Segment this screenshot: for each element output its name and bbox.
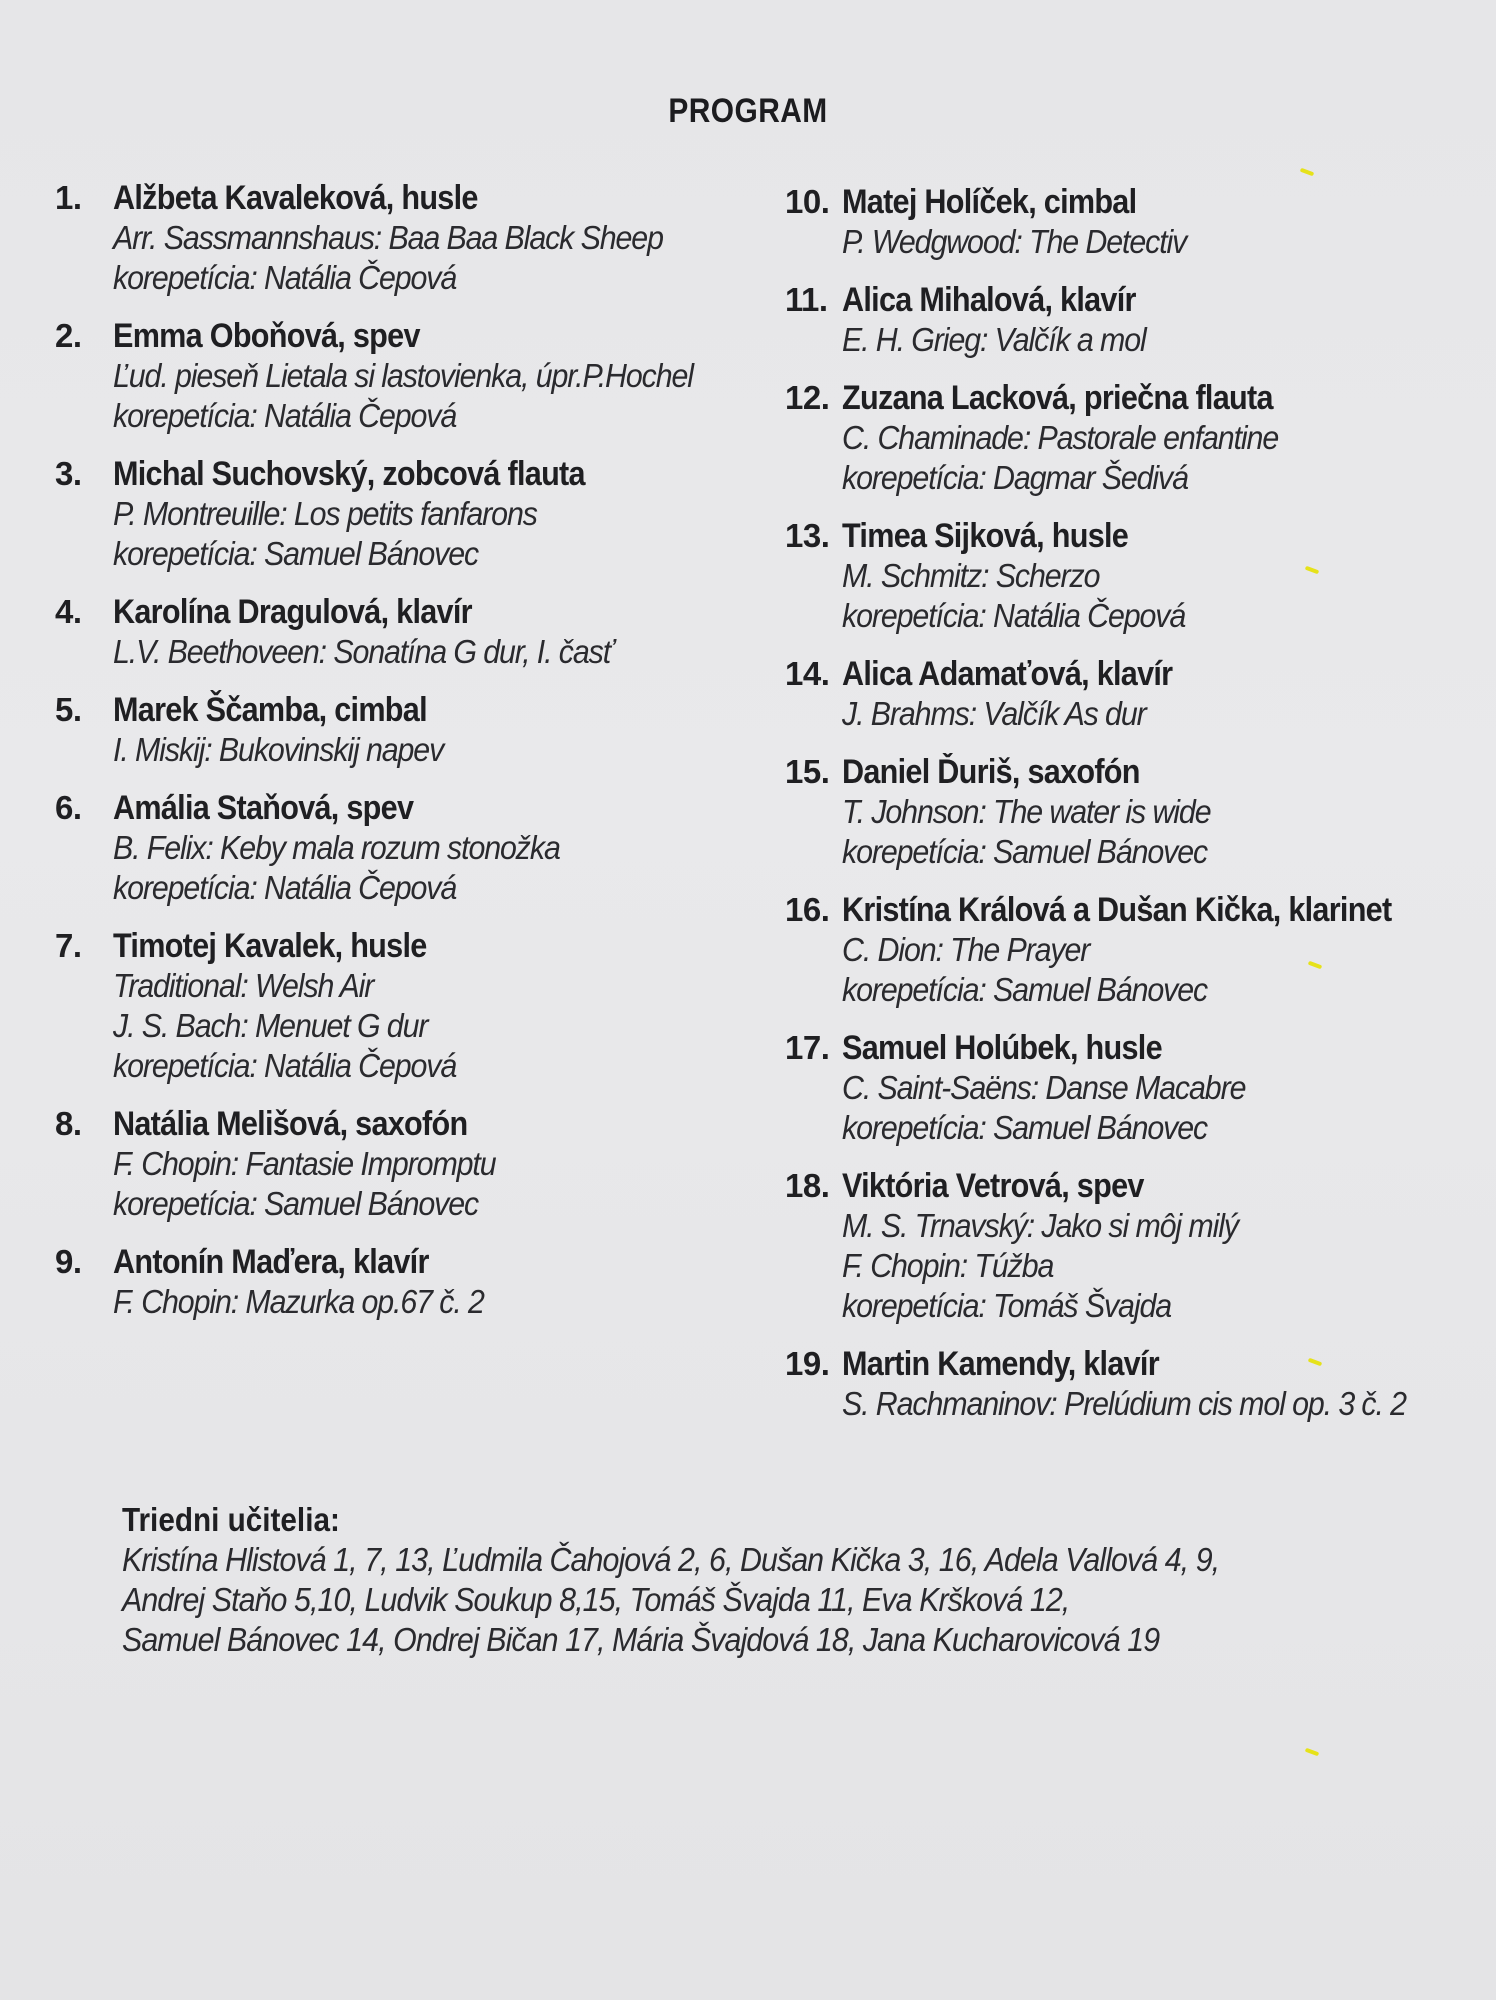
piece-or-accompanist-line: Arr. Sassmannshaus: Baa Baa Black Sheep: [113, 219, 663, 256]
piece-or-accompanist-line: korepetícia: Samuel Bánovec: [113, 1185, 479, 1222]
piece-or-accompanist-line: E. H. Grieg: Valčík a mol: [842, 321, 1146, 358]
piece-or-accompanist-line: M. Schmitz: Scherzo: [842, 557, 1100, 594]
piece-or-accompanist-line: F. Chopin: Túžba: [842, 1247, 1054, 1284]
entry-heading: [785, 654, 1485, 694]
program-list-left: [55, 178, 775, 1340]
piece-or-accompanist-line: L.V. Beethoveen: Sonatína G dur, I. časť: [113, 633, 613, 670]
program-entry: [55, 926, 775, 1086]
piece-or-accompanist-line: I. Miskij: Bukovinskij napev: [113, 731, 444, 768]
teachers-line: Kristína Hlistová 1, 7, 13, Ľudmila Čahojová 2, 6, Dušan Kička 3, 16, Adela Vallová 4, 9,: [122, 1541, 1220, 1578]
piece-or-accompanist-line: P. Wedgwood: The Detectiv: [842, 223, 1187, 260]
entry-number: 1.: [55, 179, 82, 216]
performer-name: Matej Holíček, cimbal: [842, 183, 1137, 221]
entry-number: 7.: [55, 927, 82, 964]
program-entry: [785, 1028, 1485, 1148]
entry-number: 5.: [55, 691, 82, 728]
entry-heading: [785, 182, 1485, 222]
program-entry: [55, 1242, 775, 1322]
piece-or-accompanist-line: B. Felix: Keby mala rozum stonožka: [113, 829, 560, 866]
page-title: PROGRAM: [668, 92, 828, 130]
entry-heading: [785, 378, 1485, 418]
program-entry: [785, 654, 1485, 734]
performer-name: Kristína Králová a Dušan Kička, klarinet: [842, 891, 1392, 929]
piece-or-accompanist-line: korepetícia: Dagmar Šedivá: [842, 459, 1188, 496]
performer-name: Marek Ščamba, cimbal: [113, 691, 427, 729]
performer-name: Alica Mihalová, klavír: [842, 281, 1136, 319]
entry-number: 4.: [55, 593, 82, 630]
piece-or-accompanist-line: C. Dion: The Prayer: [842, 931, 1090, 968]
entry-number: 18.: [785, 1167, 830, 1204]
entry-heading: [785, 890, 1485, 930]
entry-heading: [55, 1104, 775, 1144]
teachers-section: [122, 1500, 1422, 1660]
entry-heading: [55, 690, 775, 730]
performer-name: Emma Oboňová, spev: [113, 317, 420, 355]
program-entry: [785, 378, 1485, 498]
entry-heading: [785, 1166, 1485, 1206]
program-entry: [55, 454, 775, 574]
highlighter-mark: [1305, 1748, 1320, 1757]
entry-heading: [785, 516, 1485, 556]
entry-number: 15.: [785, 753, 830, 790]
entry-number: 13.: [785, 517, 830, 554]
entry-number: 3.: [55, 455, 82, 492]
piece-or-accompanist-line: korepetícia: Natália Čepová: [113, 397, 457, 434]
performer-name: Timotej Kavalek, husle: [113, 927, 427, 965]
piece-or-accompanist-line: C. Saint-Saëns: Danse Macabre: [842, 1069, 1246, 1106]
entry-number: 2.: [55, 317, 82, 354]
entry-heading: [55, 454, 775, 494]
entry-number: 19.: [785, 1345, 830, 1382]
performer-name: Michal Suchovský, zobcová flauta: [113, 455, 585, 493]
program-entry: [785, 1166, 1485, 1326]
entry-heading: [55, 178, 775, 218]
piece-or-accompanist-line: korepetícia: Samuel Bánovec: [113, 535, 479, 572]
piece-or-accompanist-line: S. Rachmaninov: Prelúdium cis mol op. 3 č. 2: [842, 1385, 1406, 1422]
piece-or-accompanist-line: Ľud. pieseň Lietala si lastovienka, úpr.P.Hochel: [113, 357, 693, 394]
highlighter-mark: [1300, 168, 1315, 177]
entry-number: 8.: [55, 1105, 82, 1142]
entry-number: 12.: [785, 379, 830, 416]
piece-or-accompanist-line: F. Chopin: Fantasie Impromptu: [113, 1145, 496, 1182]
performer-name: Natália Melišová, saxofón: [113, 1105, 468, 1143]
entry-heading: [785, 1344, 1485, 1384]
performer-name: Antonín Maďera, klavír: [113, 1243, 429, 1281]
piece-or-accompanist-line: korepetícia: Natália Čepová: [113, 869, 457, 906]
performer-name: Alica Adamaťová, klavír: [842, 655, 1173, 693]
performer-name: Samuel Holúbek, husle: [842, 1029, 1162, 1067]
entry-heading: [55, 1242, 775, 1282]
entry-number: 16.: [785, 891, 830, 928]
entry-heading: [785, 1028, 1485, 1068]
performer-name: Timea Sijková, husle: [842, 517, 1129, 555]
entry-heading: [55, 592, 775, 632]
program-list-right: [785, 182, 1485, 1442]
teachers-heading: Triedni učitelia:: [122, 1501, 340, 1538]
program-entry: [55, 788, 775, 908]
piece-or-accompanist-line: P. Montreuille: Los petits fanfarons: [113, 495, 537, 532]
piece-or-accompanist-line: korepetícia: Natália Čepová: [113, 1047, 457, 1084]
piece-or-accompanist-line: korepetícia: Natália Čepová: [113, 259, 457, 296]
program-entry: [55, 316, 775, 436]
entry-heading: [55, 316, 775, 356]
program-entry: [55, 1104, 775, 1224]
performer-name: Amália Staňová, spev: [113, 789, 414, 827]
piece-or-accompanist-line: korepetícia: Samuel Bánovec: [842, 971, 1208, 1008]
performer-name: Karolína Dragulová, klavír: [113, 593, 472, 631]
entry-number: 10.: [785, 183, 830, 220]
program-entry: [55, 690, 775, 770]
teachers-line: Samuel Bánovec 14, Ondrej Bičan 17, Mária Švajdová 18, Jana Kucharovicová 19: [122, 1621, 1160, 1658]
piece-or-accompanist-line: M. S. Trnavský: Jako si môj milý: [842, 1207, 1238, 1244]
performer-name: Alžbeta Kavaleková, husle: [113, 179, 478, 217]
entry-heading: [785, 280, 1485, 320]
program-entry: [785, 752, 1485, 872]
piece-or-accompanist-line: T. Johnson: The water is wide: [842, 793, 1211, 830]
program-entry: [785, 890, 1485, 1010]
teachers-line: Andrej Staňo 5,10, Ludvik Soukup 8,15, Tomáš Švajda 11, Eva Kršková 12,: [122, 1581, 1070, 1618]
program-entry: [55, 592, 775, 672]
program-entry: [785, 182, 1485, 262]
entry-heading: [785, 752, 1485, 792]
piece-or-accompanist-line: korepetícia: Samuel Bánovec: [842, 833, 1208, 870]
entry-number: 17.: [785, 1029, 830, 1066]
entry-number: 6.: [55, 789, 82, 826]
piece-or-accompanist-line: F. Chopin: Mazurka op.67 č. 2: [113, 1283, 484, 1320]
piece-or-accompanist-line: J. S. Bach: Menuet G dur: [113, 1007, 428, 1044]
program-entry: [785, 280, 1485, 360]
program-entry: [785, 1344, 1485, 1424]
entry-number: 14.: [785, 655, 830, 692]
piece-or-accompanist-line: korepetícia: Natália Čepová: [842, 597, 1186, 634]
entry-number: 9.: [55, 1243, 82, 1280]
performer-name: Daniel Ďuriš, saxofón: [842, 753, 1140, 791]
program-entry: [785, 516, 1485, 636]
performer-name: Martin Kamendy, klavír: [842, 1345, 1159, 1383]
piece-or-accompanist-line: korepetícia: Samuel Bánovec: [842, 1109, 1208, 1146]
program-entry: [55, 178, 775, 298]
entry-heading: [55, 926, 775, 966]
piece-or-accompanist-line: J. Brahms: Valčík As dur: [842, 695, 1146, 732]
performer-name: Zuzana Lacková, priečna flauta: [842, 379, 1273, 417]
entry-heading: [55, 788, 775, 828]
piece-or-accompanist-line: Traditional: Welsh Air: [113, 967, 374, 1004]
piece-or-accompanist-line: korepetícia: Tomáš Švajda: [842, 1287, 1172, 1324]
piece-or-accompanist-line: C. Chaminade: Pastorale enfantine: [842, 419, 1279, 456]
performer-name: Viktória Vetrová, spev: [842, 1167, 1144, 1205]
entry-number: 11.: [785, 281, 828, 318]
